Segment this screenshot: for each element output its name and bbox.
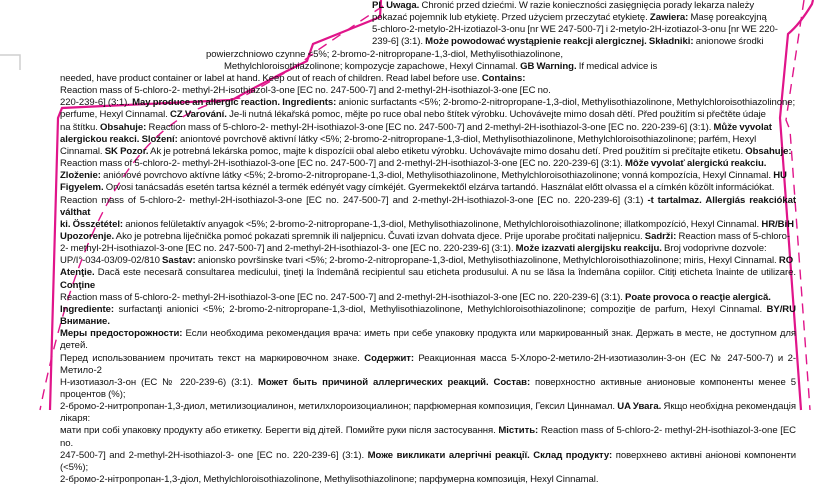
label-body-text: Перед использованием прочитать текст на маркировочном знаке. bbox=[60, 352, 365, 364]
label-line bbox=[60, 425, 796, 449]
label-heading-text: -t tartalmaz. Allergiás reakciókat válthat bbox=[60, 194, 796, 218]
label-body-text: anionowe środki bbox=[693, 36, 764, 48]
label-body-text: perfume, Hexyl Cinnamal. bbox=[60, 109, 171, 121]
label-body-text: Methylchloroisothiazolinone; kompozycje zapachowe, Hexyl Cinnamal. bbox=[224, 60, 521, 72]
label-line bbox=[60, 170, 796, 182]
label-body-text: Ako je potrebna liječnička pomoć pokazati spremnik ili naljepnicu. Čuvati izvan dohvata djece. Prije uporabe pročitati naljepnicu. bbox=[114, 230, 645, 242]
label-heading-text: Zawiera: bbox=[649, 12, 689, 24]
label-body-text: Broj vodoprivne dozvole: bbox=[661, 243, 767, 255]
label-line bbox=[60, 267, 796, 291]
label-body-text: aniontové povrchově aktivní látky <5%; 2-bromo-2-nitropropane-1,3-diol, Methylisothiazolinone, Methylchloroisothiazolinone; parfém, Hexyl bbox=[177, 133, 757, 145]
label-body-text: UP/I°-034-03/09-02/810 bbox=[60, 255, 163, 267]
label-heading-text: Obsahuje: bbox=[745, 145, 792, 157]
label-heading-text: Може викликати алергічні реакції. Склад продукту: bbox=[367, 449, 613, 461]
label-line bbox=[60, 61, 796, 73]
label-line bbox=[60, 85, 796, 97]
label-body-text: Chronić przed dziećmi. W razie konieczności zasięgnięcia porady lekarza należy bbox=[419, 0, 755, 11]
label-heading-text: Sastav: bbox=[162, 255, 196, 267]
label-body-text: powierzchniowo czynne <5%; 2-bromo-2-nitropropane-1,3-diol, Methylisothiazolinone, bbox=[206, 48, 564, 60]
label-body-text: 220-239-6] (3:1). bbox=[60, 97, 133, 109]
label-heading-text: Upozorenje. bbox=[60, 230, 115, 242]
label-heading-text: CZ Varování. bbox=[170, 109, 227, 121]
label-heading-text: HU bbox=[773, 170, 787, 182]
label-body-text: Если необходима рекомендация врача: иметь при себе упаковку продукта или маркированный знак. Держать в месте, не доступном для детей. bbox=[60, 328, 796, 352]
label-heading-text: Poate provoca o reacţie alergică. bbox=[625, 291, 771, 303]
label-body-text: 239-6] (3:1). bbox=[372, 36, 426, 48]
label-body-text: 2-бромо-2-нітропропан-1,3-діол, Methylchloroisothiazolinone, Methylisothiazolinone; парфумерна композиція, Hexyl Cinnamal. bbox=[60, 474, 599, 486]
label-body-text: Masę poreakcyjną bbox=[688, 12, 767, 24]
label-heading-text: Może powodować wystąpienie reakcji alergicznej. Składniki: bbox=[425, 36, 694, 48]
label-line bbox=[60, 182, 796, 194]
label-body-text: anionsko površinske tvari <5%; 2-bromo-2-nitropropane-1,3-diol, Methylisothiazolinone, Methylchloroisothiazolinone; miris, Hexyl Cinnamal. bbox=[195, 255, 779, 267]
label-body-text: 247-500-7] and 2-methyl-2H-isothiazol-3- one [EC no. 220-239-6] (3:1). bbox=[60, 449, 368, 461]
label-heading-text: Содержит: bbox=[364, 352, 415, 364]
label-heading-text: Ingrediente: bbox=[60, 303, 115, 315]
label-heading-text: BY/RU Внимание. bbox=[60, 303, 796, 328]
label-body-text: поверхностно активные анионовые компоненты менее 5 процентов (%); bbox=[60, 376, 796, 400]
label-heading-text: Figyelem. bbox=[60, 182, 104, 194]
label-body-text: anionos felületaktív anyagok <5%; 2-bromo-2-nitropropane-1,3-diol, Methylisothiazolinone, Methylchloroisothiazolinone; illatkompozíció, Hexyl Cinnamal. bbox=[123, 218, 762, 230]
label-line bbox=[60, 109, 796, 121]
label-line bbox=[60, 12, 796, 24]
label-line bbox=[60, 36, 796, 48]
label-heading-text: Sadrži: bbox=[644, 230, 677, 242]
label-line bbox=[60, 73, 796, 85]
label-body-text: Н-изотиазол-3-он (ЕС № 220-239-6) (3:1). bbox=[60, 376, 258, 388]
label-body-text: Ak je potrebná lekárska pomoc, majte k dispozícii obal alebo etiketu výrobku. Uchovávajte mimo dosahu detí. Pred použitím si prečítajte etiketu. bbox=[148, 145, 746, 157]
label-line bbox=[60, 0, 796, 12]
label-heading-text: Atenţie. bbox=[60, 267, 95, 279]
label-line bbox=[60, 219, 796, 231]
label-body-text: Reaction mass of 5-chloro-2- methyl-2H-isothiazol-3-one [EC no. 247-500-7] and 2-methyl-2H-isothiazol-3-one [EC no. 220-239-6] (3:1). bbox=[60, 158, 626, 170]
label-body-text: aniónové povrchovo aktívne látky <5%; 2-bromo-2-nitropropane-1,3-diol, Methylisothiazolinone, Methylchloroisothiazolinone; vonná kompozícia, Hexyl Cinnamal. bbox=[100, 170, 774, 182]
label-body-text: мати при собі упаковку продукту або етикетку. Берегти від дітей. Помийте руки після застосування. bbox=[60, 425, 499, 437]
label-heading-text: ki. Összetétel: bbox=[60, 218, 124, 230]
label-body-text: 5-chloro-2-metylo-2H-izotiazol-3-onu [nr WE 247-500-7] i 2-metylo-2H-izotiazol-3-onu [nr WE 220- bbox=[372, 24, 778, 36]
label-body-text: surfactanţi anionici <5%; 2-bromo-2-nitropropane-1,3-diol, Methylisothiazolinone, Methylchloroisothiazolinone; compoziţie de parfum, Hexyl Cinnamal. bbox=[114, 303, 767, 315]
label-body-text: 2- methyl-2H-isothiazol-3-one [EC no. 247-500-7] and 2-methyl-2H-isothiazol-3- one [EC no. 220-239-6] (3:1). bbox=[60, 243, 516, 255]
corner-mark bbox=[0, 55, 20, 70]
label-body-text: Orvosi tanácsadás esetén tartsa kéznél a termék edényét vagy címkéjét. Gyermekektől elzárva tartandó. Használat előtt olvassa el a címkén közölt információkat. bbox=[103, 182, 775, 194]
label-line bbox=[60, 97, 796, 109]
label-body-text: If medical advice is bbox=[576, 60, 658, 72]
label-body-text: Реакционная масса 5-Хлоро-2-метило-2Н-изотиазолин-3-он (ЕС № 247-500-7) и 2-Метило-2 bbox=[60, 352, 796, 376]
label-heading-text: PL Uwaga. bbox=[372, 0, 420, 11]
label-line bbox=[60, 377, 796, 401]
label-body-text: Якщо необхідна рекомендація лікаря: bbox=[60, 401, 796, 425]
label-line bbox=[60, 24, 796, 36]
label-body-text: na štítku. bbox=[60, 121, 101, 133]
label-body-text: Reaction mass of 5-chloro-2- methyl-2H-isothiazol-3-one [EC no. 247-500-7] and 2-methyl-2H-isothiazol-3-one [EC no. 220-239-6] (3:1) bbox=[60, 194, 648, 206]
label-body-text: anionic surfactants <5%; 2-bromo-2-nitropropane-1,3-diol, Methylisothiazolinone, Methylchloroisothiazolinone; bbox=[336, 97, 796, 109]
label-body-text: pokazać pojemnik lub etykietę. Przed użyciem przeczytać etykietę. bbox=[372, 12, 650, 24]
label-heading-text: Može izazvati alergijsku reakciju. bbox=[515, 243, 662, 255]
label-line bbox=[60, 304, 796, 328]
label-body-text: Reaction mass of 5-chloro- bbox=[676, 230, 791, 242]
label-body-text: Reaction mass of 5-chloro-2- methyl-2H-isothiazol-3-one [EC no. bbox=[60, 425, 796, 449]
label-heading-text: GB Warning. bbox=[520, 60, 577, 72]
label-body-text: Je-li nutná lékařská pomoc, mějte po ruce obal nebo štítek výrobku. Uchovávejte mimo dosah dětí. Před použitím si přečtěte údaje bbox=[226, 109, 766, 121]
label-text-block bbox=[60, 0, 796, 486]
label-body-text: Dacă este necesară consultarea medicului, ţineţi la îndemână recipientul sau eticheta produsului. A nu se lăsa la îndemâna copiilor. Citiţi eticheta înainte de utilizare. bbox=[94, 267, 796, 279]
label-heading-text: Может быть причиной аллергических реакций. Состав: bbox=[257, 376, 531, 388]
label-body-text: поверхнево активні аніонові компоненти (<5%); bbox=[60, 449, 796, 473]
label-line bbox=[60, 49, 796, 61]
label-line bbox=[60, 353, 796, 377]
label-heading-text: HR/BiH bbox=[761, 218, 794, 230]
label-body-text: Reaction mass of 5-chloro-2- methyl-2H-isothiazol-3-one [EC no. 247-500-7] and 2-methyl-2H-isothiazol-3-one [EC no. 220-239-6] (3:1). bbox=[146, 121, 714, 133]
label-line bbox=[60, 231, 796, 243]
label-line bbox=[60, 401, 796, 425]
label-line bbox=[60, 450, 796, 474]
label-line bbox=[60, 255, 796, 267]
label-line bbox=[60, 195, 796, 219]
label-body-text: 2-бромо-2-нитропропан-1,3-диол, метилизоциалинон, метилхлороизоциалинон; парфюмерная композиция, Гексил Циннамал. bbox=[60, 401, 618, 413]
label-heading-text: alergickou reakci. Složení: bbox=[60, 133, 178, 145]
label-heading-text: UA Увага. bbox=[617, 401, 662, 413]
label-heading-text: Zloženie: bbox=[60, 170, 101, 182]
label-body-text: Reaction mass of 5-chloro-2- methyl-2H-isothiazol-3-one [EC no. 247-500-7] and 2-methyl-2H-isothiazol-3-one [EC no. 220-239-6] (3:1). bbox=[60, 291, 626, 303]
label-heading-text: Môže vyvolať alergickú reakciu. bbox=[625, 158, 767, 170]
label-heading-text: RO bbox=[778, 255, 794, 267]
label-line bbox=[60, 292, 796, 304]
label-body-text: Cinnamal. bbox=[60, 145, 105, 157]
label-heading-text: Меры предосторожности: bbox=[60, 328, 183, 340]
label-line bbox=[60, 134, 796, 146]
label-line bbox=[60, 122, 796, 134]
label-heading-text: Contains: bbox=[481, 72, 526, 84]
label-line bbox=[60, 243, 796, 255]
label-line bbox=[60, 328, 796, 352]
label-heading-text: Містить: bbox=[498, 425, 539, 437]
label-body-text: needed, have product container or label at hand. Keep out of reach of children. Read label before use. bbox=[60, 72, 482, 84]
label-line bbox=[60, 158, 796, 170]
label-heading-text: Může vyvolat bbox=[713, 121, 772, 133]
label-heading-text: Obsahuje: bbox=[100, 121, 147, 133]
label-line bbox=[60, 146, 796, 158]
label-body-text: Reaction mass of 5-chloro-2- methyl-2H-isothiazol-3-one [EC no. 247-500-7] and 2-methyl-2H-isothiazol-3-one [EC no. bbox=[60, 85, 551, 97]
label-heading-text: Conţine bbox=[60, 279, 96, 291]
label-line bbox=[60, 474, 796, 486]
label-heading-text: May produce an allergic reaction. Ingredients: bbox=[132, 97, 337, 109]
label-heading-text: SK Pozor. bbox=[104, 145, 149, 157]
